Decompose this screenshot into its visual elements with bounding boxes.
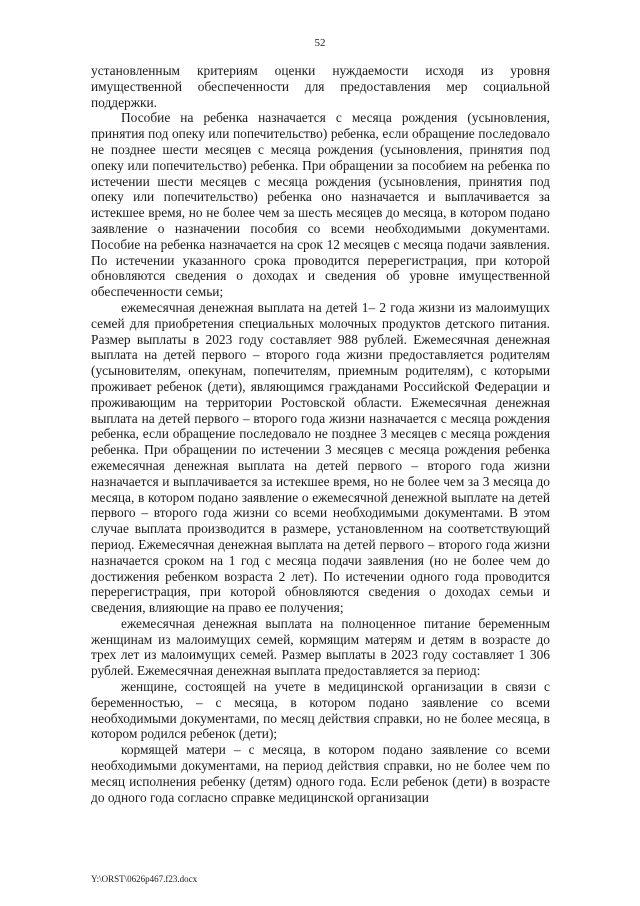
paragraph-1: установленным критериям оценки нуждаемости исходя из уровня имущественной обеспеченности для предоставления мер социальной поддержки.	[91, 63, 550, 110]
file-path-footer: Y:\ORST\0626p467.f23.docx	[91, 874, 198, 884]
page-number: 52	[314, 37, 326, 49]
paragraph-2: Пособие на ребенка назначается с месяца рождения (усыновления, принятия под опеку или попечительство) ребенка, если обращение последовало не позднее шести месяцев с месяца рождения (усыновления, принятия под опеку или попечительство) ребенка. При обращении за пособием на ребенка по истечении шести месяцев с месяца рождения (усыновления, принятия под опеку или попечительство) ребенка оно назначается и выплачивается за истекшее время, но не более чем за шесть месяцев до месяца, в котором подано заявление о назначении пособия со всеми необходимыми документами. Пособие на ребенка назначается на срок 12 месяцев с месяца подачи заявления. По истечении указанного срока проводится перерегистрация, при которой обновляются сведения о доходах и сведения об уровне имущественной обеспеченности семьи;	[91, 110, 550, 300]
document-body	[91, 63, 550, 805]
paragraph-5: женщине, состоящей на учете в медицинской организации в связи с беременностью, – с месяца, в котором подано заявление со всеми необходимыми документами, по месяц действия справки, но не более месяца, в котором родился ребенок (дети);	[91, 679, 550, 742]
paragraph-3: ежемесячная денежная выплата на детей 1– 2 года жизни из малоимущих семей для приобретения специальных молочных продуктов детского питания. Размер выплаты в 2023 году составляет 988 рублей. Ежемесячная денежная выплата на детей первого – второго года жизни предоставляется родителям (усыновителям, опекунам, попечителям, приемным родителям), с которыми проживает ребенок (дети), являющимся гражданами Российской Федерации и проживающим на территории Ростовской области. Ежемесячная денежная выплата на детей первого – второго года жизни назначается с месяца рождения ребенка, если обращение последовало не позднее 3 месяцев с месяца рождения ребенка. При обращении по истечении 3 месяцев с месяца рождения ребенка ежемесячная денежная выплата на детей первого – второго года жизни назначается и выплачивается за истекшее время, но не более чем за 3 месяца до месяца, в котором подано заявление о ежемесячной денежной выплате на детей первого – второго года жизни со всеми необходимыми документами. В этом случае выплата производится в размере, установленном на соответствующий период. Ежемесячная денежная выплата на детей первого – второго года жизни назначается сроком на 1 год с месяца подачи заявления (но не более чем до достижения ребенком возраста 2 лет). По истечении одного года проводится перерегистрация, при которой обновляются сведения о доходах семьи и сведения, влияющие на право ее получения;	[91, 299, 550, 616]
paragraph-4: ежемесячная денежная выплата на полноценное питание беременным женщинам из малоимущих семей, кормящим матерям и детям в возрасте до трех лет из малоимущих семей. Размер выплаты в 2023 году составляет 1 306 рублей. Ежемесячная денежная выплата предоставляется за период:	[91, 615, 550, 679]
paragraph-6: кормящей матери – с месяца, в котором подано заявление со всеми необходимыми документами, на период действия справки, но не более чем по месяц исполнения ребенку (детям) одного года. Если ребенок (дети) в возрасте до одного года согласно справке медицинской организации	[91, 742, 550, 805]
